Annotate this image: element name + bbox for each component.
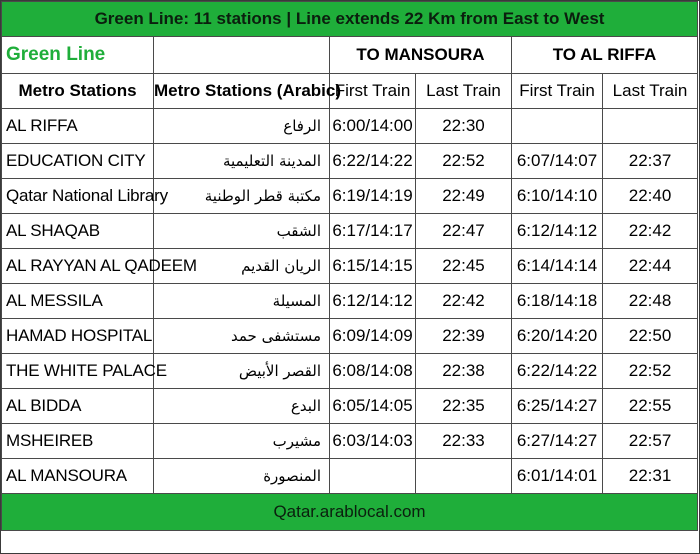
- table-row: [2, 109, 698, 144]
- station-name: AL RIFFA: [2, 109, 154, 144]
- last-train-to-mansoura: 22:47: [416, 214, 512, 249]
- last-train-to-mansoura: 22:38: [416, 354, 512, 389]
- station-name: THE WHITE PALACE: [2, 354, 154, 389]
- table-row: [2, 354, 698, 389]
- station-name: AL MESSILA: [2, 284, 154, 319]
- table-row: [2, 214, 698, 249]
- last-train-to-al-riffa: 22:48: [603, 284, 698, 319]
- first-train-to-al-riffa: 6:12/14:12: [512, 214, 603, 249]
- header-station: Metro Stations: [2, 74, 154, 109]
- first-train-to-al-riffa: 6:10/14:10: [512, 179, 603, 214]
- header-first-train-mansoura: First Train: [330, 74, 416, 109]
- first-train-to-al-riffa: 6:14/14:14: [512, 249, 603, 284]
- first-train-to-al-riffa: 6:27/14:27: [512, 424, 603, 459]
- header-first-train-riffa: First Train: [512, 74, 603, 109]
- station-name-arabic: مستشفى حمد: [154, 319, 330, 354]
- last-train-to-al-riffa: 22:40: [603, 179, 698, 214]
- last-train-to-al-riffa: [603, 109, 698, 144]
- station-name: EDUCATION CITY: [2, 144, 154, 179]
- first-train-to-mansoura: [330, 459, 416, 494]
- station-name: AL BIDDA: [2, 389, 154, 424]
- last-train-to-mansoura: 22:39: [416, 319, 512, 354]
- last-train-to-mansoura: 22:35: [416, 389, 512, 424]
- first-train-to-mansoura: 6:19/14:19: [330, 179, 416, 214]
- timetable: [1, 1, 698, 531]
- first-train-to-mansoura: 6:00/14:00: [330, 109, 416, 144]
- table-row: [2, 249, 698, 284]
- last-train-to-mansoura: [416, 459, 512, 494]
- direction-to-al-riffa: TO AL RIFFA: [512, 37, 698, 74]
- station-name: MSHEIREB: [2, 424, 154, 459]
- station-name: Qatar National Library: [2, 179, 154, 214]
- first-train-to-mansoura: 6:15/14:15: [330, 249, 416, 284]
- last-train-to-al-riffa: 22:31: [603, 459, 698, 494]
- header-last-train-riffa: Last Train: [603, 74, 698, 109]
- last-train-to-al-riffa: 22:44: [603, 249, 698, 284]
- footer-source: Qatar.arablocal.com: [2, 494, 698, 531]
- station-name: AL MANSOURA: [2, 459, 154, 494]
- first-train-to-al-riffa: 6:25/14:27: [512, 389, 603, 424]
- table-row: [2, 284, 698, 319]
- station-name-arabic: القصر الأبيض: [154, 354, 330, 389]
- first-train-to-al-riffa: 6:22/14:22: [512, 354, 603, 389]
- table-row: [2, 389, 698, 424]
- last-train-to-al-riffa: 22:57: [603, 424, 698, 459]
- last-train-to-mansoura: 22:52: [416, 144, 512, 179]
- station-name-arabic: الشقب: [154, 214, 330, 249]
- table-row: [2, 424, 698, 459]
- table-row: [2, 179, 698, 214]
- first-train-to-mansoura: 6:17/14:17: [330, 214, 416, 249]
- page-title: Green Line: 11 stations | Line extends 22 Km from East to West: [2, 2, 698, 37]
- first-train-to-al-riffa: 6:01/14:01: [512, 459, 603, 494]
- last-train-to-mansoura: 22:30: [416, 109, 512, 144]
- first-train-to-mansoura: 6:05/14:05: [330, 389, 416, 424]
- station-name-arabic: المنصورة: [154, 459, 330, 494]
- first-train-to-mansoura: 6:22/14:22: [330, 144, 416, 179]
- first-train-to-mansoura: 6:12/14:12: [330, 284, 416, 319]
- first-train-to-al-riffa: 6:18/14:18: [512, 284, 603, 319]
- first-train-to-mansoura: 6:09/14:09: [330, 319, 416, 354]
- station-name-arabic: المدينة التعليمية: [154, 144, 330, 179]
- station-name-arabic: مشيرب: [154, 424, 330, 459]
- station-name-arabic: مكتبة قطر الوطنية: [154, 179, 330, 214]
- first-train-to-mansoura: 6:03/14:03: [330, 424, 416, 459]
- station-name: AL RAYYAN AL QADEEM: [2, 249, 154, 284]
- first-train-to-mansoura: 6:08/14:08: [330, 354, 416, 389]
- header-last-train-mansoura: Last Train: [416, 74, 512, 109]
- first-train-to-al-riffa: 6:20/14:20: [512, 319, 603, 354]
- station-name-arabic: الرفاع: [154, 109, 330, 144]
- station-name-arabic: الريان القديم: [154, 249, 330, 284]
- empty-cell: [154, 37, 330, 74]
- last-train-to-mansoura: 22:49: [416, 179, 512, 214]
- station-name-arabic: المسيلة: [154, 284, 330, 319]
- last-train-to-mansoura: 22:45: [416, 249, 512, 284]
- station-name-arabic: البدع: [154, 389, 330, 424]
- station-name: HAMAD HOSPITAL: [2, 319, 154, 354]
- last-train-to-al-riffa: 22:50: [603, 319, 698, 354]
- last-train-to-al-riffa: 22:55: [603, 389, 698, 424]
- last-train-to-al-riffa: 22:52: [603, 354, 698, 389]
- last-train-to-mansoura: 22:42: [416, 284, 512, 319]
- station-name: AL SHAQAB: [2, 214, 154, 249]
- last-train-to-mansoura: 22:33: [416, 424, 512, 459]
- table-row: [2, 459, 698, 494]
- first-train-to-al-riffa: [512, 109, 603, 144]
- table-row: [2, 144, 698, 179]
- line-name: Green Line: [2, 37, 154, 74]
- table-row: [2, 319, 698, 354]
- direction-to-mansoura: TO MANSOURA: [330, 37, 512, 74]
- first-train-to-al-riffa: 6:07/14:07: [512, 144, 603, 179]
- last-train-to-al-riffa: 22:37: [603, 144, 698, 179]
- header-arabic: Metro Stations (Arabic): [154, 74, 330, 109]
- last-train-to-al-riffa: 22:42: [603, 214, 698, 249]
